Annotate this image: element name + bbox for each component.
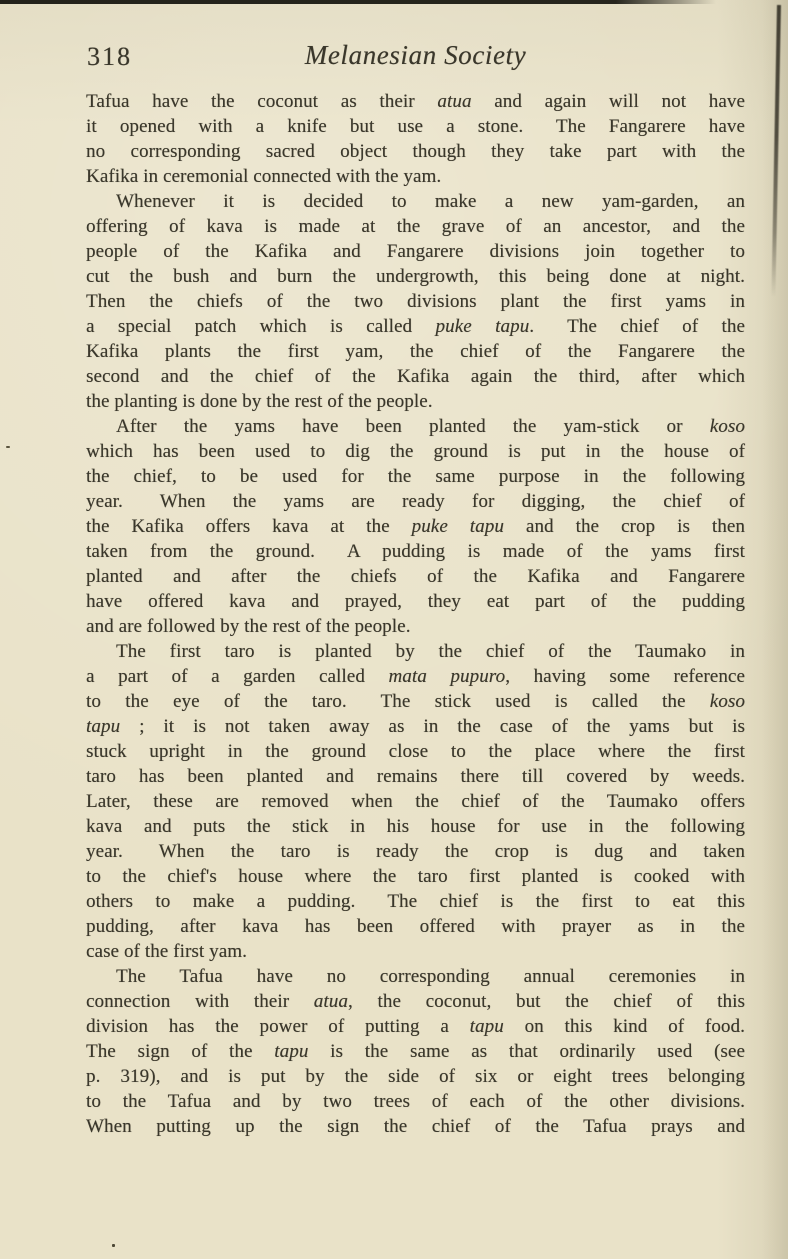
text-line: stuck upright in the ground close to the place where the first [86, 741, 745, 762]
text-line: p. 319), and is put by the side of six or eight trees belonging [86, 1066, 745, 1087]
text-line: the Kafika offers kava at the puke tapu and the crop is then [86, 516, 745, 537]
ink-speck [6, 446, 10, 448]
paragraph [86, 414, 745, 639]
text-line: taro has been planted and remains there till covered by weeds. [86, 766, 745, 787]
text-line: offering of kava is made at the grave of an ancestor, and the [86, 216, 745, 237]
text-line: connection with their atua, the coconut, but the chief of this [86, 991, 745, 1012]
text-line: second and the chief of the Kafika again the third, after which [86, 366, 745, 387]
scan-top-edge [0, 0, 716, 4]
paragraph [86, 639, 745, 964]
text-line: case of the first yam. [86, 941, 248, 962]
ink-speck [112, 1244, 115, 1247]
text-line: taken from the ground. A pudding is made of the yams first [86, 541, 745, 562]
text-line: When putting up the sign the chief of the Tafua prays and [86, 1116, 745, 1137]
text-line: to the chief's house where the taro first planted is cooked with [86, 866, 745, 887]
text-line: Kafika plants the first yam, the chief of the Fangarere the [86, 341, 745, 362]
text-line: year. When the yams are ready for digging, the chief of [86, 491, 745, 512]
text-line: pudding, after kava has been offered with prayer as in the [86, 916, 745, 937]
text-line: Whenever it is decided to make a new yam-garden, an [116, 191, 745, 212]
text-line: which has been used to dig the ground is put in the house of [86, 441, 745, 462]
text-line: a special patch which is called puke tapu. The chief of the [86, 316, 745, 337]
paragraph [86, 189, 745, 414]
text-line: and are followed by the rest of the people. [86, 616, 411, 637]
text-line: tapu ; it is not taken away as in the case of the yams but is [86, 716, 745, 737]
paragraph [86, 89, 745, 189]
text-line: The first taro is planted by the chief of the Taumako in [116, 641, 745, 662]
text-line: Tafua have the coconut as their atua and again will not have [86, 91, 745, 112]
text-line: Then the chiefs of the two divisions plant the first yams in [86, 291, 745, 312]
text-line: others to make a pudding. The chief is the first to eat this [86, 891, 745, 912]
text-line: people of the Kafika and Fangarere divisions join together to [86, 241, 745, 262]
text-line: cut the bush and burn the undergrowth, this being done at night. [86, 266, 745, 287]
paragraph [86, 964, 745, 1139]
text-line: the chief, to be used for the same purpose in the following [86, 466, 745, 487]
text-line: it opened with a knife but use a stone. The Fangarere have [86, 116, 745, 137]
text-block [86, 89, 745, 1139]
text-line: year. When the taro is ready the crop is dug and taken [86, 841, 745, 862]
text-line: to the eye of the taro. The stick used is called the koso [86, 691, 745, 712]
text-line: a part of a garden called mata pupuro, having some reference [86, 666, 745, 687]
text-line: to the Tafua and by two trees of each of the other divisions. [86, 1091, 745, 1112]
text-line: Later, these are removed when the chief of the Taumako offers [86, 791, 745, 812]
text-line: Kafika in ceremonial connected with the yam. [86, 166, 442, 187]
text-line: After the yams have been planted the yam-stick or koso [116, 416, 745, 437]
running-title: Melanesian Society [304, 40, 527, 70]
text-line: The Tafua have no corresponding annual ceremonies in [116, 966, 745, 987]
text-line: have offered kava and prayed, they eat part of the pudding [86, 591, 745, 612]
text-line: no corresponding sacred object though they take part with the [86, 141, 745, 162]
text-line: the planting is done by the rest of the people. [86, 391, 433, 412]
text-line: division has the power of putting a tapu on this kind of food. [86, 1016, 745, 1037]
text-line: planted and after the chiefs of the Kafika and Fangarere [86, 566, 745, 587]
page-number: 318 [87, 42, 132, 71]
text-line: The sign of the tapu is the same as that ordinarily used (see [86, 1041, 745, 1062]
text-line: kava and puts the stick in his house for use in the following [86, 816, 745, 837]
